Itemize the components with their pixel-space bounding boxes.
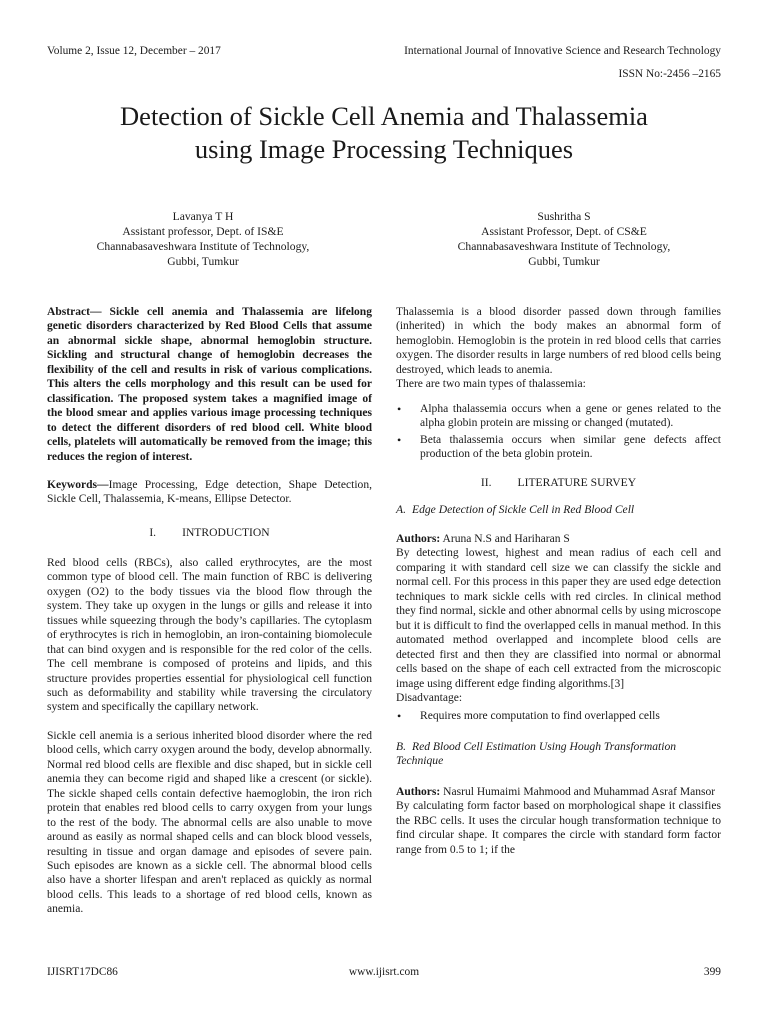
section-number: I. (149, 525, 157, 539)
list-item: • Beta thalassemia occurs when similar gene defects affect production of the beta globin protein. (396, 433, 721, 462)
footer-page-number: 399 (703, 966, 721, 978)
footer-website-link[interactable]: www.ijisrt.com (348, 966, 420, 978)
author-position: Assistant Professor, Dept. of CS&E (481, 225, 647, 238)
thalassemia-paragraph: Thalassemia is a blood disorder passed down through families (inherited) in which the body makes an abnormal form of hemoglobin. Hemoglobin is the protein in red blood cells that carries oxygen. The disorder results in large numbers of red blood cells being destroyed, which leads to anemia. (396, 306, 721, 376)
paper-title-line-2: using Image Processing Techniques (194, 134, 574, 164)
list-item: • Alpha thalassemia occurs when a gene or genes related to the alpha globin protein are missing or changed (mutated). (396, 402, 721, 431)
keywords-text: Image Processing, Edge detection, Shape Detection, Sickle Cell, Thalassemia, K-means, Ellipse Detector. (47, 478, 372, 506)
thalassemia-types-intro: There are two main types of thalassemia: (396, 378, 586, 391)
author-name: Lavanya T H (172, 210, 234, 223)
lit-a-disadvantage-list (396, 709, 721, 723)
list-item: • Requires more computation to find overlapped cells (396, 709, 721, 723)
abstract (47, 305, 372, 464)
abstract-label: Abstract— (47, 306, 102, 318)
authors-names: Aruna N.S and Hariharan S (440, 532, 570, 545)
author-block-1 (63, 209, 343, 269)
author-institution: Channabasaveshwara Institute of Technology, (457, 240, 671, 253)
subsection-heading-b (396, 740, 721, 769)
author-position: Assistant professor, Dept. of IS&E (122, 225, 284, 238)
subsection-letter: A. (396, 502, 406, 516)
lit-b-authors (396, 785, 721, 799)
section-heading-literature-survey (396, 476, 721, 490)
paper-title (40, 100, 728, 166)
intro-paragraph-1: Red blood cells (RBCs), also called erythrocytes, are the most common type of blood cell. The main function of RBC is delivering oxygen (O2) to the body tissues via the blood flow through the system. They take up oxygen in the lungs or gills and release it into tissues while squeezing through the body’s capillaries. The cytoplasm of erythrocytes is rich in hemoglobin, an iron-containing biomolecule that can bind oxygen and is responsible for the red color of the cells. The cell membrane is composed of proteins and lipids, and this structure provides properties essential for physiological cell function such as deformability and stability while traversing the circulatory system and specifically the capillary network. (47, 556, 372, 714)
author-block-2 (424, 209, 704, 269)
section-heading-introduction (47, 526, 372, 540)
authors-names: Nasrul Humaimi Mahmood and Muhammad Asraf Mansor (440, 785, 716, 798)
right-column (396, 305, 721, 857)
subsection-title: Edge Detection of Sickle Cell in Red Blood Cell (411, 502, 635, 516)
journal-name: International Journal of Innovative Science and Research Technology (404, 45, 721, 57)
section-title: INTRODUCTION (182, 525, 270, 539)
author-institution: Channabasaveshwara Institute of Technology, (96, 240, 310, 253)
thalassemia-types-list (396, 402, 721, 462)
subsection-letter: B. (396, 739, 406, 753)
subsection-heading-a (396, 503, 721, 517)
lit-a-authors (396, 532, 721, 546)
lit-b-text: By calculating form factor based on morphological shape it classifies the RBC cells. It uses the circular hough transformation technique to find circular shape. It compares the circle with standard form factor range from 0.5 to 1; if the (396, 800, 721, 856)
lit-a-disadvantage-label: Disadvantage: (396, 691, 463, 704)
lit-a-text: By detecting lowest, highest and mean radius of each cell and comparing it with standard cell size we can classify the sickle and normal cell. For this process in this paper they are used edge detection techniques to mark sickle cells with red circles. In clinical method they find normal, sickle and other abnormal cells by using microscope but it is difficult to find the overlapped cells in manual method. In this automated method overlapped and incomplete blood cells are detected first and then they are classified into normal or abnormal cells based on the shape of each cell extracted from the microscopic image using different edge finding algorithms.[3] (396, 547, 721, 690)
intro-paragraph-2: Sickle cell anemia is a serious inherited blood disorder where the red blood cells, which carry oxygen around the body, develop abnormally. Normal red blood cells are flexible and disc shaped, but in sickle cell anemia they can become rigid and shaped like a crescent (or sickle). The sickle shaped cells contain defective haemoglobin, the iron rich protein that enables red blood cells to carry oxygen from your lungs to the rest of the body. The abnormal cells are also unable to move around as easily as normal shaped cells and can block blood vessels, resulting in tissue and organ damage and episodes of severe pain. Such episodes are known as a sickle cell. The abnormal blood cells also have a shorter lifespan and aren't replaced as quickly as normal blood cells. This leads to a shortage of red blood cells, known as anemia. (47, 729, 372, 916)
journal-volume-issue: Volume 2, Issue 12, December – 2017 (47, 45, 221, 57)
author-location: Gubbi, Tumkur (167, 255, 239, 268)
author-location: Gubbi, Tumkur (528, 255, 600, 268)
author-name: Sushritha S (537, 210, 591, 223)
paper-title-line-1: Detection of Sickle Cell Anemia and Thalassemia (120, 101, 648, 131)
abstract-text: Sickle cell anemia and Thalassemia are lifelong genetic disorders characterized by Red Blood Cells that assume an abnormal sickle shape, abnormal hemoglobin structure. Sickling and structural change of hemoglobin decreases the flexibility of the cell and results in risk of various complications. This alters the cells morphology and this result can be used for classification. The proposed system takes a magnified image of the blood smear and applies various image processing techniques to detect the different disorders of red blood cell. White blood cells, platelets will automatically be removed from the image; this reduces the region of interest. (47, 306, 372, 463)
authors-label: Authors: (396, 785, 441, 798)
footer-article-id: IJISRT17DC86 (47, 966, 118, 978)
keywords-label: Keywords— (47, 478, 109, 491)
authors-label: Authors: (396, 532, 441, 545)
section-title: LITERATURE SURVEY (517, 475, 637, 489)
section-number: II. (480, 475, 492, 489)
left-column (47, 305, 372, 917)
keywords (47, 478, 372, 507)
subsection-title: Red Blood Cell Estimation Using Hough Transformation Technique (396, 739, 677, 768)
journal-issn: ISSN No:-2456 –2165 (618, 68, 721, 80)
